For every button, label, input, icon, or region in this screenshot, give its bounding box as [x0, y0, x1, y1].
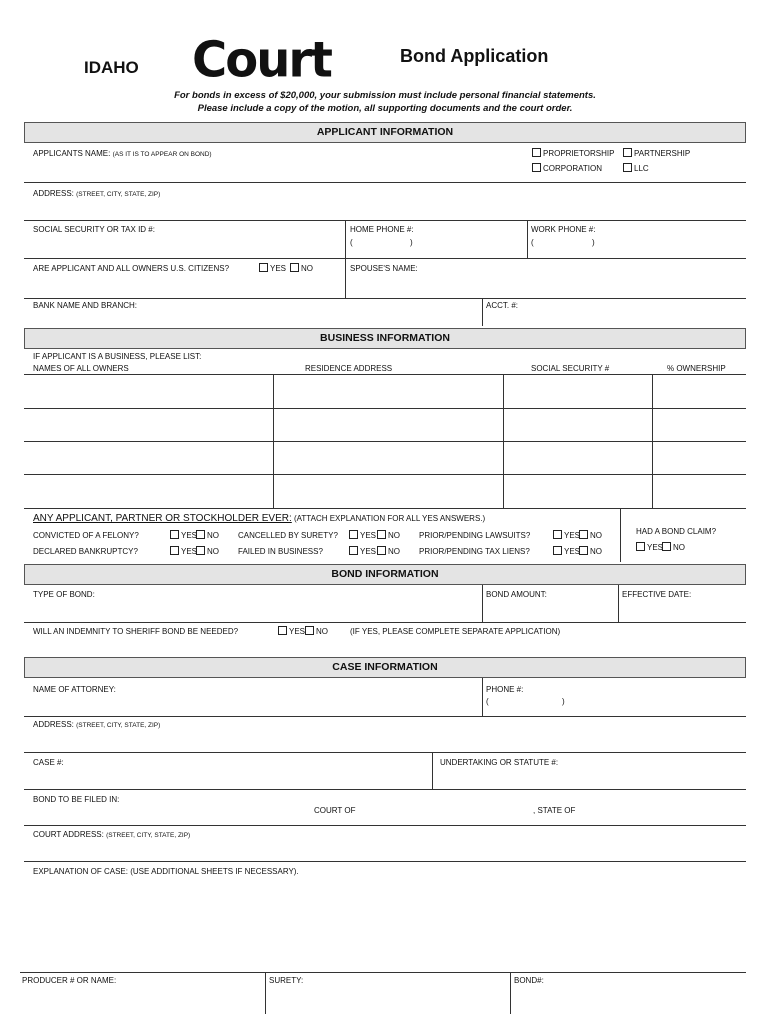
bond-number-field[interactable]: BOND#:: [514, 976, 544, 985]
note-documents: Please include a copy of the motion, all supporting documents and the court order.: [197, 103, 573, 114]
col-header-ownership: % OWNERSHIP: [667, 364, 726, 373]
checkbox-icon: [196, 546, 205, 555]
checkbox-icon: [377, 546, 386, 555]
attorney-phone-field[interactable]: PHONE #:: [486, 685, 524, 694]
account-number-field[interactable]: ACCT. #:: [486, 301, 519, 310]
applicant-name-label: APPLICANTS NAME: (AS IT IS TO APPEAR ON BOND): [33, 149, 212, 158]
felony-yes-checkbox[interactable]: YES: [170, 530, 197, 540]
checkbox-icon: [290, 263, 299, 272]
checkbox-icon: [636, 542, 645, 551]
checkbox-icon: [579, 546, 588, 555]
divider: [24, 622, 746, 623]
statute-field[interactable]: UNDERTAKING OR STATUTE #:: [440, 758, 559, 767]
table-row[interactable]: [24, 508, 746, 509]
divider: [618, 585, 619, 622]
case-number-field[interactable]: CASE #:: [33, 758, 64, 767]
checkbox-icon: [305, 626, 314, 635]
divider: [24, 258, 746, 259]
applicant-section-header: APPLICANT INFORMATION: [24, 122, 746, 143]
divider: [510, 972, 511, 1014]
table-row[interactable]: [24, 474, 746, 475]
lawsuits-yes-checkbox[interactable]: YES: [553, 530, 580, 540]
liens-no-checkbox[interactable]: NO: [579, 546, 602, 556]
checkbox-icon: [553, 546, 562, 555]
bond-claim-no-checkbox[interactable]: NO: [662, 542, 685, 552]
checkbox-icon: [553, 530, 562, 539]
work-phone-field[interactable]: WORK PHONE #:: [531, 225, 596, 234]
divider: [24, 182, 746, 183]
checkbox-icon: [349, 546, 358, 555]
bond-amount-field[interactable]: BOND AMOUNT:: [486, 590, 547, 599]
state-of-field[interactable]: , STATE OF: [533, 806, 576, 815]
divider: [24, 861, 746, 862]
citizen-yes-checkbox[interactable]: YES: [259, 263, 286, 273]
checkbox-icon: [623, 148, 632, 157]
checkbox-icon: [196, 530, 205, 539]
effective-date-field[interactable]: EFFECTIVE DATE:: [622, 590, 692, 599]
llc-checkbox[interactable]: LLC: [623, 163, 649, 173]
checkbox-icon: [259, 263, 268, 272]
divider: [482, 678, 483, 716]
bankrupt-yes-checkbox[interactable]: YES: [170, 546, 197, 556]
home-phone-close-paren: ): [410, 238, 413, 247]
bond-claim-label: HAD A BOND CLAIM?: [636, 527, 717, 536]
state-name: IDAHO: [84, 58, 139, 77]
table-row[interactable]: [24, 408, 746, 409]
failed-yes-checkbox[interactable]: YES: [349, 546, 376, 556]
attorney-address-field[interactable]: ADDRESS: (STREET, CITY, STATE, ZIP): [33, 720, 161, 729]
proprietorship-checkbox[interactable]: PROPRIETORSHIP: [532, 148, 614, 158]
ssn-field[interactable]: SOCIAL SECURITY OR TAX ID #:: [33, 225, 155, 234]
failed-no-checkbox[interactable]: NO: [377, 546, 400, 556]
indemnity-question: WILL AN INDEMNITY TO SHERIFF BOND BE NEEDED?: [33, 627, 239, 636]
case-section-header: CASE INFORMATION: [24, 657, 746, 678]
bankrupt-label: DECLARED BANKRUPTCY?: [33, 547, 138, 556]
liens-label: PRIOR/PENDING TAX LIENS?: [419, 547, 530, 556]
divider: [527, 220, 528, 258]
divider: [24, 825, 746, 826]
surety-field[interactable]: SURETY:: [269, 976, 304, 985]
divider: [20, 972, 746, 973]
ever-question: ANY APPLICANT, PARTNER OR STOCKHOLDER EVER: (ATTACH EXPLANATION FOR ALL YES ANSWERS.): [33, 513, 486, 524]
checkbox-icon: [170, 546, 179, 555]
lawsuits-label: PRIOR/PENDING LAWSUITS?: [419, 531, 531, 540]
checkbox-icon: [532, 148, 541, 157]
citizen-question: ARE APPLICANT AND ALL OWNERS U.S. CITIZENS?: [33, 264, 230, 273]
checkbox-icon: [623, 163, 632, 172]
bond-type-field[interactable]: TYPE OF BOND:: [33, 590, 95, 599]
checkbox-icon: [278, 626, 287, 635]
attorney-phone-close-paren: ): [562, 697, 565, 706]
case-explanation-field[interactable]: EXPLANATION OF CASE: (USE ADDITIONAL SHEETS IF NECESSARY).: [33, 867, 299, 876]
indemnity-no-checkbox[interactable]: NO: [305, 626, 328, 636]
checkbox-icon: [377, 530, 386, 539]
checkbox-icon: [579, 530, 588, 539]
cancelled-yes-checkbox[interactable]: YES: [349, 530, 376, 540]
lawsuits-no-checkbox[interactable]: NO: [579, 530, 602, 540]
divider: [482, 585, 483, 622]
felony-label: CONVICTED OF A FELONY?: [33, 531, 139, 540]
divider: [24, 220, 746, 221]
table-row[interactable]: [24, 441, 746, 442]
form-title: Bond Application: [400, 46, 549, 66]
partnership-checkbox[interactable]: PARTNERSHIP: [623, 148, 690, 158]
attorney-name-field[interactable]: NAME OF ATTORNEY:: [33, 685, 116, 694]
work-phone-close-paren: ): [592, 238, 595, 247]
divider: [24, 789, 746, 790]
col-header-address: RESIDENCE ADDRESS: [305, 364, 393, 373]
divider: [24, 298, 746, 299]
checkbox-icon: [532, 163, 541, 172]
divider: [24, 752, 746, 753]
divider: [620, 508, 621, 562]
divider: [24, 716, 746, 717]
business-intro: IF APPLICANT IS A BUSINESS, PLEASE LIST:: [33, 352, 202, 361]
liens-yes-checkbox[interactable]: YES: [553, 546, 580, 556]
citizen-no-checkbox[interactable]: NO: [290, 263, 313, 273]
filed-in-label: BOND TO BE FILED IN:: [33, 795, 120, 804]
divider: [345, 220, 346, 298]
col-header-owners: NAMES OF ALL OWNERS: [33, 364, 129, 373]
court-logo: Court: [192, 31, 331, 89]
applicant-address-field[interactable]: ADDRESS: (STREET, CITY, STATE, ZIP): [33, 189, 161, 198]
checkbox-icon: [662, 542, 671, 551]
divider: [265, 972, 266, 1014]
business-section-header: BUSINESS INFORMATION: [24, 328, 746, 349]
checkbox-icon: [349, 530, 358, 539]
home-phone-open-paren: (: [350, 238, 353, 247]
bond-section-header: BOND INFORMATION: [24, 564, 746, 585]
home-phone-field[interactable]: HOME PHONE #:: [350, 225, 414, 234]
divider: [482, 298, 483, 326]
spouse-name-field[interactable]: SPOUSE'S NAME:: [350, 264, 418, 273]
col-header-ssn: SOCIAL SECURITY #: [531, 364, 610, 373]
work-phone-open-paren: (: [531, 238, 534, 247]
corporation-checkbox[interactable]: CORPORATION: [532, 163, 602, 173]
felony-no-checkbox[interactable]: NO: [196, 530, 219, 540]
divider: [24, 374, 746, 375]
attorney-phone-open-paren: (: [486, 697, 489, 706]
bond-claim-yes-checkbox[interactable]: YES: [636, 542, 663, 552]
divider: [432, 752, 433, 789]
indemnity-yes-checkbox[interactable]: YES: [278, 626, 305, 636]
cancelled-no-checkbox[interactable]: NO: [377, 530, 400, 540]
checkbox-icon: [170, 530, 179, 539]
court-address-field[interactable]: COURT ADDRESS: (STREET, CITY, STATE, ZIP): [33, 830, 191, 839]
cancelled-label: CANCELLED BY SURETY?: [238, 531, 338, 540]
bankrupt-no-checkbox[interactable]: NO: [196, 546, 219, 556]
court-of-field[interactable]: COURT OF: [314, 806, 356, 815]
producer-field[interactable]: PRODUCER # OR NAME:: [22, 976, 117, 985]
failed-label: FAILED IN BUSINESS?: [238, 547, 323, 556]
indemnity-note: (IF YES, PLEASE COMPLETE SEPARATE APPLICATION): [350, 627, 561, 636]
bank-name-field[interactable]: BANK NAME AND BRANCH:: [33, 301, 138, 310]
note-financial: For bonds in excess of $20,000, your submission must include personal financial statements.: [174, 90, 596, 101]
